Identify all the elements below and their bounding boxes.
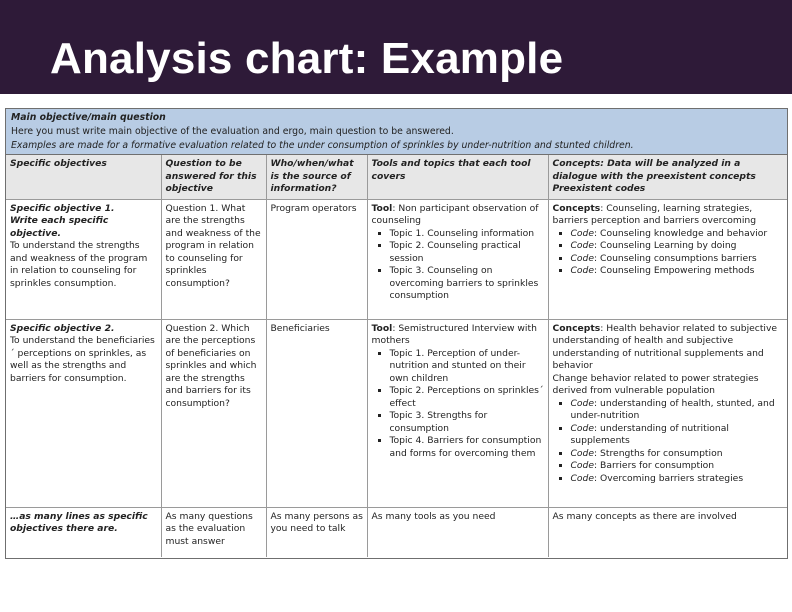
- tools-cell: [367, 199, 548, 319]
- concepts-label: Concepts: [552, 202, 601, 214]
- main-objective-line2: Examples are made for a formative evaluation related to the under consumption of sprinkles by under-nutrition and stunted children.: [11, 140, 634, 151]
- concepts-cell: [548, 319, 787, 507]
- code-text: : Overcoming barriers strategies: [594, 472, 744, 484]
- main-objective-heading: Main objective/main question: [11, 112, 166, 123]
- table-row: [6, 319, 787, 507]
- analysis-table: [6, 155, 787, 557]
- header-tools: Tools and topics that each tool covers: [367, 155, 548, 199]
- question-cell: Question 1. What are the strengths and weakness of the program in relation to counseling for sprinkles consumption?: [161, 199, 266, 319]
- list-item: [571, 253, 785, 266]
- code-text: : understanding of nutritional supplements: [570, 422, 729, 446]
- code-text: : Counseling consumptions barriers: [594, 252, 757, 264]
- table-header-row: [6, 155, 787, 199]
- source-cell: Program operators: [266, 199, 367, 319]
- objective-text: To understand the beneficiaries´ perceptions on sprinkles, as well as the strengths and barriers for consumption.: [10, 335, 155, 384]
- code-list: [553, 398, 785, 486]
- code-text: : Counseling knowledge and behavior: [594, 227, 768, 239]
- code-label: Code: [570, 472, 595, 484]
- main-objective-box: [6, 109, 787, 155]
- tool-text: : Semistructured Interview with mothers: [371, 322, 537, 346]
- tools-cell: As many tools as you need: [367, 507, 548, 557]
- list-item: ▪ Topic 3. Counseling on overcoming barriers to sprinkles consumption: [390, 265, 545, 303]
- list-item: ▪ Topic 3. Strengths for consumption: [390, 410, 545, 435]
- list-item: [571, 398, 785, 423]
- objective-cell: [6, 319, 161, 507]
- slide-title: Analysis chart: Example: [50, 34, 564, 83]
- list-item: [571, 448, 785, 461]
- objective-cell: …as many lines as specific objectives there are.: [6, 507, 161, 557]
- header-source: Who/when/what is the source of information?: [266, 155, 367, 199]
- code-text: : Counseling Learning by doing: [594, 240, 737, 251]
- concepts-text: : Counseling, learning strategies, barriers perception and barriers overcoming: [552, 202, 757, 226]
- code-label: Code: [570, 252, 595, 264]
- header-concepts: Concepts: Data will be analyzed in a dialogue with the preexistent concepts Preexistent codes: [548, 155, 787, 199]
- objective-heading: Specific objective 1.: [10, 202, 115, 214]
- code-text: : understanding of health, stunted, and under-nutrition: [570, 397, 775, 421]
- code-label: Code: [570, 265, 595, 276]
- concepts-text-2: Change behavior related to power strategies derived from vulnerable population: [552, 372, 759, 396]
- concepts-cell: As many concepts as there are involved: [548, 507, 787, 557]
- code-text: : Counseling Empowering methods: [594, 265, 755, 276]
- concepts-label: Concepts: [552, 322, 601, 334]
- concepts-cell: [548, 199, 787, 319]
- source-cell: Beneficiaries: [266, 319, 367, 507]
- objective-subheading: Write each specific objective.: [10, 215, 109, 239]
- tools-cell: [367, 319, 548, 507]
- code-label: Code: [570, 397, 595, 409]
- question-cell: As many questions as the evaluation must answer: [161, 507, 266, 557]
- list-item: ▪ Topic 4. Barriers for consumption and forms for overcoming them: [390, 435, 545, 460]
- topic-list: [372, 228, 545, 303]
- tool-label: Tool: [371, 202, 393, 214]
- topic-list: [372, 348, 545, 461]
- objective-heading: Specific objective 2.: [10, 322, 115, 334]
- code-label: Code: [570, 422, 595, 434]
- source-cell: As many persons as you need to talk: [266, 507, 367, 557]
- tool-text: : Non participant observation of counseling: [371, 202, 539, 226]
- list-item: [571, 228, 785, 241]
- code-label: Code: [570, 227, 595, 239]
- list-item: [571, 265, 785, 278]
- concepts-text: : Health behavior related to subjective understanding of health and subjective understanding of nutritional supplements and behavior: [552, 322, 778, 371]
- code-list: [553, 228, 785, 278]
- list-item: [571, 460, 785, 473]
- list-item: ▪ Topic 2. Perceptions on sprinkles´ effect: [390, 385, 545, 410]
- header-question: Question to be answered for this objective: [161, 155, 266, 199]
- code-label: Code: [570, 240, 595, 251]
- list-item: ▪ Topic 2. Counseling practical session: [390, 240, 545, 265]
- question-cell: Question 2. Which are the perceptions of beneficiaries on sprinkles and which are the strengths and barriers for its consumption?: [161, 319, 266, 507]
- list-item: ▪ Topic 1. Counseling information: [390, 228, 545, 241]
- objective-text: To understand the strengths and weakness of the program in relation to counseling for sprinkles consumption.: [10, 240, 148, 289]
- list-item: ▪ Topic 1. Perception of under-nutrition and stunted on their own children: [390, 348, 545, 386]
- table-row: [6, 507, 787, 557]
- analysis-chart: [5, 108, 788, 559]
- objective-cell: [6, 199, 161, 319]
- list-item: [571, 473, 785, 486]
- list-item: [571, 240, 785, 253]
- header-specific-objectives: Specific objectives: [6, 155, 161, 199]
- code-label: Code: [570, 460, 595, 471]
- tool-label: Tool: [371, 322, 393, 334]
- code-label: Code: [570, 447, 595, 459]
- list-item: [571, 423, 785, 448]
- main-objective-line1: Here you must write main objective of the evaluation and ergo, main question to be answered.: [11, 126, 454, 137]
- table-row: [6, 199, 787, 319]
- code-text: : Strengths for consumption: [594, 447, 723, 459]
- code-text: : Barriers for consumption: [594, 460, 715, 471]
